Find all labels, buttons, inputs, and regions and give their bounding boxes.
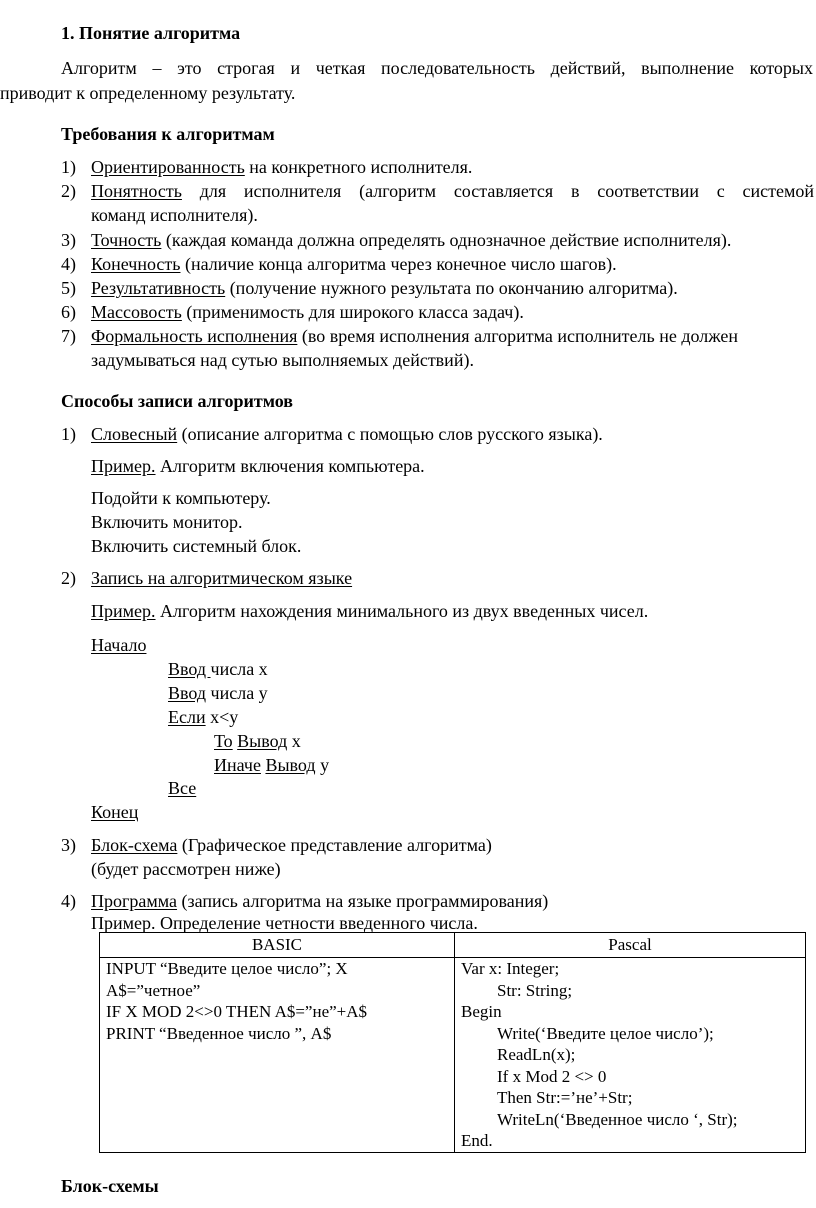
req-item-4 (91, 253, 617, 276)
algo-else (214, 754, 329, 777)
req-term: Результативность (91, 278, 226, 298)
req-desc: (наличие конца алгоритма через конечное число шагов). (180, 254, 617, 274)
algo-keyword: Если (168, 707, 206, 727)
method-num: 1) (61, 424, 76, 444)
requirements-heading: Требования к алгоритмам (61, 124, 275, 144)
code-line: If x Mod 2 <> 0 (497, 1066, 607, 1086)
method-2-term: Запись на алгоритмическом языке (91, 568, 353, 588)
methods-heading: Способы записи алгоритмов (61, 391, 294, 411)
req-desc: (каждая команда должна определять однозначное действие исполнителя). (161, 230, 732, 250)
code-line: ReadLn(x); (497, 1045, 576, 1064)
method-num: 4) (61, 891, 76, 911)
method-num: 3) (61, 835, 76, 855)
step: Подойти к компьютеру. (91, 488, 271, 508)
code-line: Var x: Integer; (461, 959, 560, 978)
req-term: Конечность (91, 254, 181, 274)
req-item-5 (91, 277, 678, 300)
method-3-note: (будет рассмотрен ниже) (91, 859, 281, 879)
req-num: 7) (61, 326, 76, 346)
algo-text: y (315, 755, 330, 775)
header-pascal: Pascal (455, 933, 806, 958)
method-3 (91, 834, 492, 857)
definition-line-2: приводит к определенному результату. (0, 83, 296, 103)
method-desc: (Графическое представление алгоритма) (177, 835, 492, 855)
algo-if (168, 706, 238, 729)
algo-keyword: Ввод (168, 683, 207, 703)
table-header-row (100, 933, 806, 958)
header-basic: BASIC (100, 933, 455, 958)
req-num: 4) (61, 254, 76, 274)
method-4-example: Пример. Определение четности введенного числа. (91, 913, 478, 933)
definition-line-1: Алгоритм – это строгая и четкая последовательность действий, выполнение которых (61, 58, 813, 78)
basic-code-cell (100, 958, 455, 1153)
algo-all: Все (168, 778, 197, 798)
req-desc: на конкретного исполнителя. (244, 157, 473, 177)
req-item-3 (91, 229, 731, 252)
step: Включить системный блок. (91, 536, 302, 556)
code-line: WriteLn(‘Введенное число ‘, Str); (497, 1109, 738, 1129)
req-item-7-cont: задумываться над сутью выполняемых действий). (91, 350, 474, 370)
req-item-7 (91, 325, 738, 348)
req-term: Массовость (91, 302, 182, 322)
method-desc: (описание алгоритма с помощью слов русского языка). (177, 424, 603, 444)
req-desc: (получение нужного результата по окончанию алгоритма). (225, 278, 678, 298)
req-num: 2) (61, 181, 76, 201)
method-1 (91, 423, 603, 446)
algo-keyword: Вывод (265, 755, 316, 775)
req-num: 3) (61, 230, 76, 250)
method-4 (91, 890, 548, 913)
code-line: A$=”четное” (106, 980, 201, 1000)
req-term: Ориентированность (91, 157, 245, 177)
method-desc: (запись алгоритма на языке программирования) (177, 891, 549, 911)
req-term: Понятность (91, 181, 182, 201)
req-num: 6) (61, 302, 76, 322)
code-comparison-table (99, 932, 806, 1153)
code-line: Then Str:=’не’+Str; (497, 1088, 633, 1107)
code-line: Write(‘Введите целое число’); (497, 1023, 714, 1043)
algo-text: x<y (205, 707, 239, 727)
algo-text: числа x (210, 659, 268, 679)
example-text: Алгоритм нахождения минимального из двух введенных чисел. (155, 601, 649, 621)
algo-input-y (168, 682, 268, 705)
code-line: INPUT “Введите целое число”; X (106, 959, 348, 978)
req-desc: (во время исполнения алгоритма исполнитель не должен (297, 326, 739, 346)
req-item-1 (91, 156, 472, 179)
code-line: IF X MOD 2<>0 THEN A$=”не”+A$ (106, 1002, 368, 1021)
algo-then (214, 730, 301, 753)
example-label: Пример. (91, 601, 156, 621)
req-item-2-cont: команд исполнителя). (91, 205, 258, 225)
method-1-example (91, 455, 425, 478)
req-desc: (применимость для широкого класса задач). (181, 302, 524, 322)
req-desc: для исполнителя (алгоритм составляется в соответствии с системой (181, 181, 814, 201)
algo-keyword: То (214, 731, 233, 751)
code-line: Str: String; (497, 980, 573, 1000)
code-line: Begin (461, 1002, 502, 1021)
algo-keyword: Ввод (168, 659, 211, 679)
step: Включить монитор. (91, 512, 243, 532)
req-num: 1) (61, 157, 76, 177)
algo-keyword: Вывод (237, 731, 288, 751)
code-line: End. (461, 1131, 493, 1150)
algo-keyword: Иначе (214, 755, 261, 775)
algo-input-x (168, 658, 268, 681)
section-title: 1. Понятие алгоритма (61, 23, 241, 43)
algo-text: числа y (206, 683, 268, 703)
algo-text: x (287, 731, 301, 751)
req-term: Точность (91, 230, 162, 250)
example-text: Алгоритм включения компьютера. (155, 456, 425, 476)
footer-heading: Блок-схемы (61, 1176, 159, 1196)
pascal-code-cell (455, 958, 806, 1153)
algo-begin: Начало (91, 635, 147, 655)
method-term: Программа (91, 891, 178, 911)
req-item-6 (91, 301, 524, 324)
code-line: PRINT “Введенное число ”, A$ (106, 1023, 332, 1043)
req-term: Формальность исполнения (91, 326, 298, 346)
method-term: Словесный (91, 424, 178, 444)
req-item-2 (91, 180, 814, 203)
table-row (100, 958, 806, 1153)
example-label: Пример. (91, 456, 156, 476)
algo-end: Конец (91, 802, 139, 822)
method-term: Блок-схема (91, 835, 178, 855)
method-num: 2) (61, 568, 76, 588)
req-num: 5) (61, 278, 76, 298)
method-2-example (91, 600, 648, 623)
